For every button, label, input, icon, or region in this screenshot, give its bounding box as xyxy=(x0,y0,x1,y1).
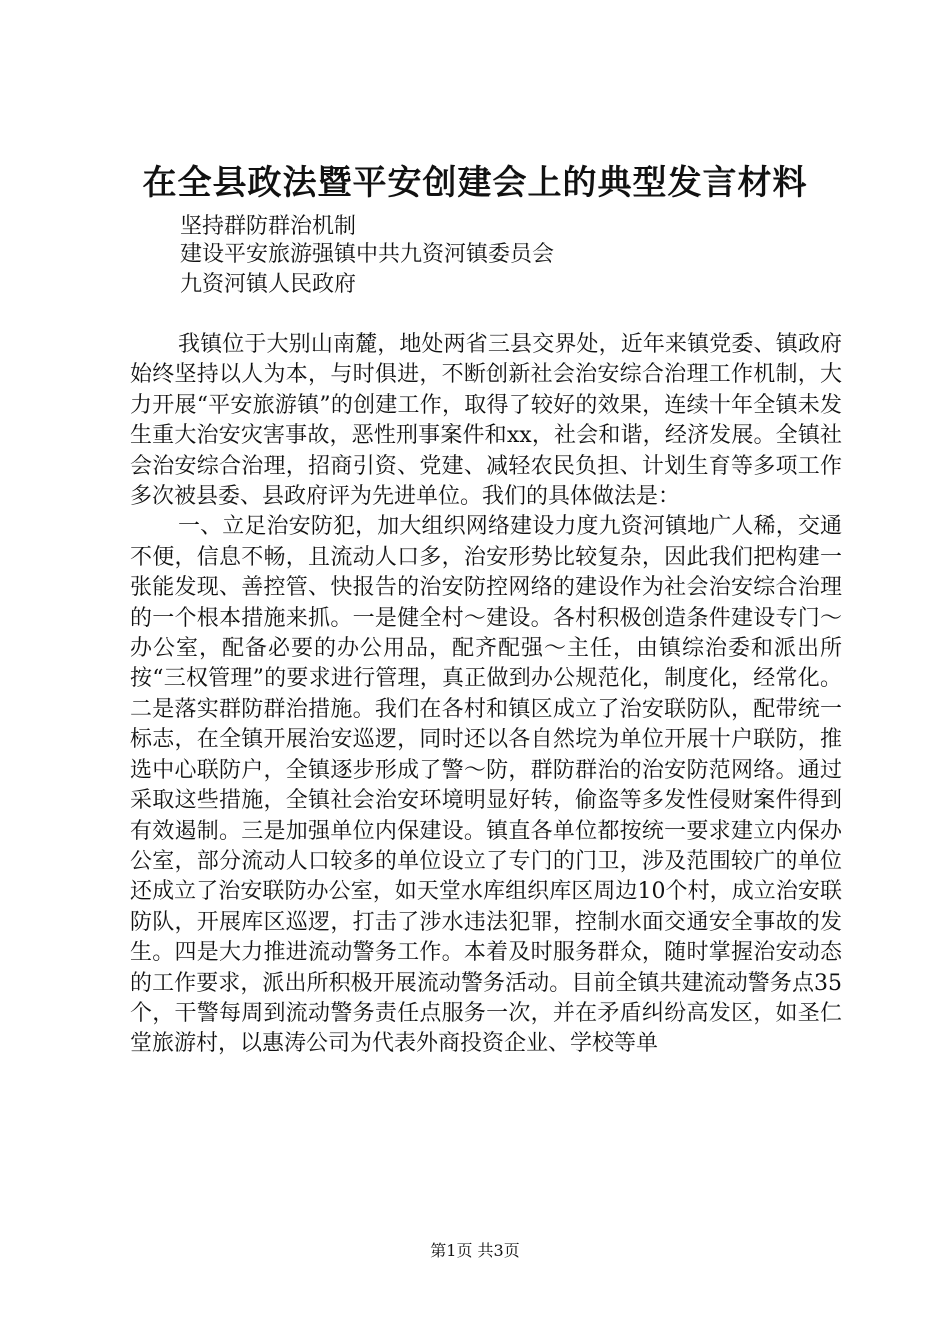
document-body xyxy=(130,330,842,1180)
subtitle-line: 建设平安旅游强镇中共九资河镇委员会 xyxy=(180,242,555,267)
paragraph: 我镇位于大别山南麓，地处两省三县交界处，近年来镇党委、镇政府始终坚持以人为本，与时俱进，不断创新社会治安综合治理工作机制，大力开展“平安旅游镇”的创建工作，取得了较好的效果，连续十年全镇未发生重大治安灾害事故，恶性刑事案件和xx，社会和谐，经济发展。全镇社会治安综合治理，招商引资、党建、减轻农民负担、计划生育等多项工作多次被县委、县政府评为先进单位。我们的具体做法是： xyxy=(130,332,842,510)
subtitle-line: 坚持群防群治机制 xyxy=(180,214,357,239)
document-title: 在全县政法暨平安创建会上的典型发言材料 xyxy=(142,163,808,203)
author-line: 九资河镇人民政府 xyxy=(180,272,357,297)
page-footer: 第1页 共3页 xyxy=(430,1241,520,1260)
paragraph: 一、立足治安防犯，加大组织网络建设力度九资河镇地广人稀，交通不便，信息不畅，且流动人口多，治安形势比较复杂，因此我们把构建一张能发现、善控管、快报告的治安防控网络的建设作为社会治安综合治理的一个根本措施来抓。一是健全村～建设。各村积极创造条件建设专门～办公室，配备必要的办公用品，配齐配强～主任，由镇综治委和派出所按“三权管理”的要求进行管理，真正做到办公规范化，制度化，经常化。二是落实群防群治措施。我们在各村和镇区成立了治安联防队，配带统一标志，在全镇开展治安巡逻，同时还以各自然垸为单位开展十户联防，推选中心联防户，全镇逐步形成了警～防，群防群治的治安防范网络。通过采取这些措施，全镇社会治安环境明显好转，偷盗等多发性侵财案件得到有效遏制。三是加强单位内保建设。镇直各单位都按统一要求建立内保办公室，部分流动人口较多的单位设立了专门的门卫，涉及范围较广的单位还成立了治安联防办公室，如天堂水库组织库区周边10个村，成立治安联防队，开展库区巡逻，打击了涉水违法犯罪，控制水面交通安全事故的发生。四是大力推进流动警务工作。本着及时服务群众，随时掌握治安动态的工作要求，派出所积极开展流动警务活动。目前全镇共建流动警务点35个，干警每周到流动警务责任点服务一次，并在矛盾纠纷高发区，如圣仁堂旅游村，以惠涛公司为代表外商投资企业、学校等单 xyxy=(130,514,842,1057)
